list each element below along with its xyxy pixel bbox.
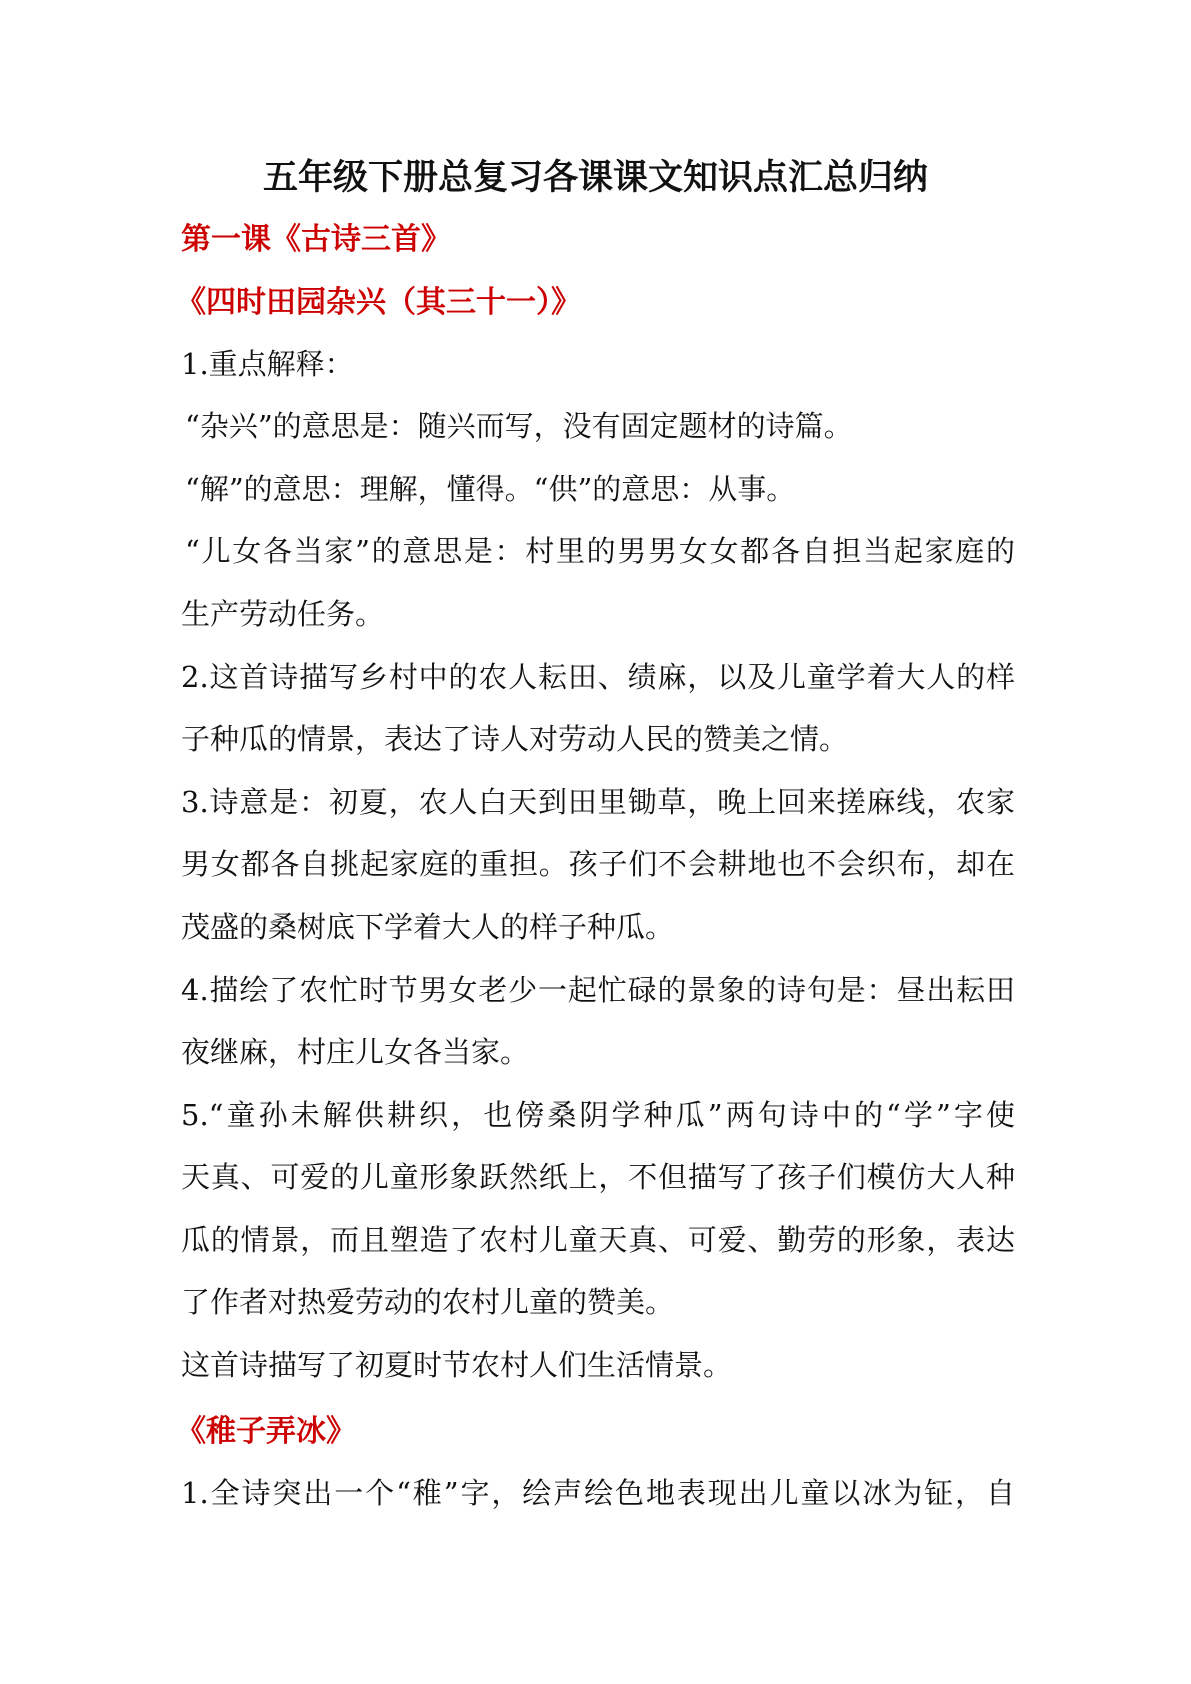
lesson-heading: 第一课《古诗三首》 xyxy=(181,222,451,257)
text-line: “杂兴”的意思是：随兴而写，没有固定题材的诗篇。 xyxy=(185,409,853,443)
text-line: 了作者对热爱劳动的农村儿童的赞美。 xyxy=(181,1285,675,1319)
text-line: 夜继麻，村庄儿女各当家。 xyxy=(181,1035,530,1069)
text-line: 天真、可爱的儿童形象跃然纸上，不但描写了孩子们模仿大人种 xyxy=(181,1160,1015,1194)
text-line: 4.描绘了农忙时节男女老少一起忙碌的景象的诗句是：昼出耘田 xyxy=(181,973,1015,1007)
poem-heading: 《稚子弄冰》 xyxy=(176,1414,356,1449)
text-line: 这首诗描写了初夏时节农村人们生活情景。 xyxy=(181,1348,733,1382)
text-line: 茂盛的桑树底下学着大人的样子种瓜。 xyxy=(181,910,675,944)
text-line: 2.这首诗描写乡村中的农人耘田、绩麻，以及儿童学着大人的样 xyxy=(181,660,1015,694)
text-line: “解”的意思：理解，懂得。“供”的意思：从事。 xyxy=(185,472,796,506)
text-line: 3.诗意是：初夏，农人白天到田里锄草，晚上回来搓麻线，农家 xyxy=(181,785,1015,819)
document-title: 五年级下册总复习各课课文知识点汇总归纳 xyxy=(262,158,928,198)
text-line: 1.重点解释： xyxy=(181,347,354,381)
text-line: 子种瓜的情景，表达了诗人对劳动人民的赞美之情。 xyxy=(181,722,849,756)
text-line: 5.“童孙未解供耕织，也傍桑阴学种瓜”两句诗中的“学”字使 xyxy=(181,1098,1015,1132)
text-line: 生产劳动任务。 xyxy=(181,597,385,631)
text-line: 1.全诗突出一个“稚”字，绘声绘色地表现出儿童以冰为钲，自 xyxy=(181,1476,1015,1510)
text-line: 瓜的情景，而且塑造了农村儿童天真、可爱、勤劳的形象，表达 xyxy=(181,1223,1015,1257)
text-line: 男女都各自挑起家庭的重担。孩子们不会耕地也不会织布，却在 xyxy=(181,847,1015,881)
text-line: “儿女各当家”的意思是：村里的男男女女都各自担当起家庭的 xyxy=(185,534,1015,568)
poem-heading: 《四时田园杂兴（其三十一）》 xyxy=(176,285,581,320)
